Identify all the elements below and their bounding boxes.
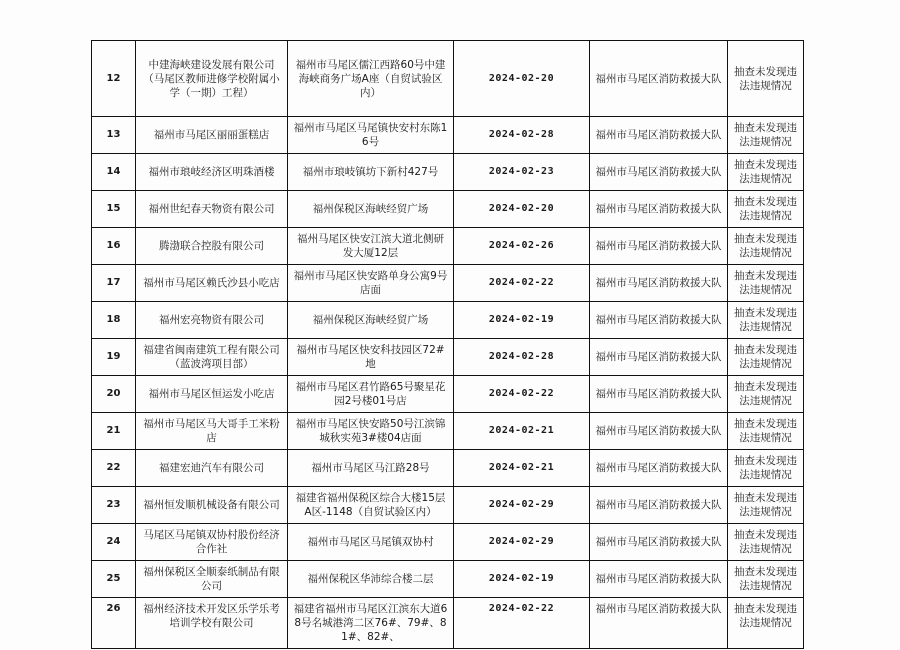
entity-name: 马尾区马尾镇双协村股份经济合作社 [136, 524, 288, 561]
entity-address: 福建省福州保税区综合大楼15层A区-1148（自贸试验区内） [288, 487, 454, 524]
inspecting-unit: 福州市马尾区消防救援大队 [590, 413, 728, 450]
inspecting-unit: 福州市马尾区消防救援大队 [590, 154, 728, 191]
inspecting-unit: 福州市马尾区消防救援大队 [590, 41, 728, 117]
row-number: 26 [92, 598, 136, 649]
entity-name: 中建海峡建设发展有限公司（马尾区教师进修学校附属小学（一期）工程） [136, 41, 288, 117]
inspection-date: 2024-02-22 [454, 598, 590, 649]
inspecting-unit: 福州市马尾区消防救援大队 [590, 302, 728, 339]
inspection-result: 抽查未发现违法违规情况 [728, 450, 804, 487]
row-number: 13 [92, 117, 136, 154]
entity-address: 福建省福州市马尾区江滨东大道68号名城港湾二区76#、79#、81#、82#、 [288, 598, 454, 649]
entity-address: 福州市马尾区快安科技园区72#地 [288, 339, 454, 376]
row-number: 22 [92, 450, 136, 487]
inspecting-unit: 福州市马尾区消防救援大队 [590, 487, 728, 524]
inspection-date: 2024-02-21 [454, 413, 590, 450]
entity-name: 福州市马尾区赖氏沙县小吃店 [136, 265, 288, 302]
entity-address: 福州保税区海峡经贸广场 [288, 191, 454, 228]
inspection-date: 2024-02-20 [454, 191, 590, 228]
row-number: 17 [92, 265, 136, 302]
entity-name: 福州市马尾区丽丽蛋糕店 [136, 117, 288, 154]
inspection-date: 2024-02-19 [454, 302, 590, 339]
table-row [92, 524, 804, 561]
inspection-date: 2024-02-22 [454, 265, 590, 302]
entity-name: 福州保税区全顺泰纸制品有限公司 [136, 561, 288, 598]
entity-name: 福州世纪春天物资有限公司 [136, 191, 288, 228]
inspection-result: 抽查未发现违法违规情况 [728, 154, 804, 191]
entity-name: 福州市马尾区马大哥手工米粉店 [136, 413, 288, 450]
inspecting-unit: 福州市马尾区消防救援大队 [590, 376, 728, 413]
row-number: 19 [92, 339, 136, 376]
entity-name: 福建宏迪汽车有限公司 [136, 450, 288, 487]
entity-address: 福州市琅岐镇坊下新村427号 [288, 154, 454, 191]
inspection-result: 抽查未发现违法违规情况 [728, 339, 804, 376]
row-number: 25 [92, 561, 136, 598]
row-number: 21 [92, 413, 136, 450]
row-number: 16 [92, 228, 136, 265]
inspection-result: 抽查未发现违法违规情况 [728, 413, 804, 450]
inspecting-unit: 福州市马尾区消防救援大队 [590, 228, 728, 265]
entity-name: 福州宏亮物资有限公司 [136, 302, 288, 339]
inspection-date: 2024-02-29 [454, 487, 590, 524]
table-row [92, 450, 804, 487]
inspecting-unit: 福州市马尾区消防救援大队 [590, 339, 728, 376]
entity-address: 福州保税区海峡经贸广场 [288, 302, 454, 339]
table-row [92, 302, 804, 339]
inspection-date: 2024-02-29 [454, 524, 590, 561]
table-row [92, 191, 804, 228]
inspection-date: 2024-02-19 [454, 561, 590, 598]
table-row [92, 41, 804, 117]
table-row [92, 376, 804, 413]
table-row [92, 117, 804, 154]
row-number: 15 [92, 191, 136, 228]
table-row [92, 561, 804, 598]
inspection-result: 抽查未发现违法违规情况 [728, 41, 804, 117]
inspection-result: 抽查未发现违法违规情况 [728, 376, 804, 413]
entity-address: 福州保税区华沛综合楼二层 [288, 561, 454, 598]
inspecting-unit: 福州市马尾区消防救援大队 [590, 117, 728, 154]
inspection-result: 抽查未发现违法违规情况 [728, 524, 804, 561]
inspection-date: 2024-02-22 [454, 376, 590, 413]
entity-address: 福州马尾区快安江滨大道北侧研发大厦12层 [288, 228, 454, 265]
table-row [92, 339, 804, 376]
inspection-result: 抽查未发现违法违规情况 [728, 265, 804, 302]
inspection-result: 抽查未发现违法违规情况 [728, 117, 804, 154]
inspecting-unit: 福州市马尾区消防救援大队 [590, 450, 728, 487]
inspection-records-table [91, 40, 804, 649]
entity-address: 福州市马尾区快安路单身公寓9号店面 [288, 265, 454, 302]
entity-name: 福州市琅岐经济区明珠酒楼 [136, 154, 288, 191]
table-row [92, 598, 804, 649]
inspection-result: 抽查未发现违法违规情况 [728, 228, 804, 265]
row-number: 14 [92, 154, 136, 191]
row-number: 24 [92, 524, 136, 561]
inspection-date: 2024-02-26 [454, 228, 590, 265]
entity-address: 福州市马尾区马尾镇快安村东陈16号 [288, 117, 454, 154]
inspection-result: 抽查未发现违法违规情况 [728, 561, 804, 598]
entity-address: 福州市马尾区快安路50号江滨锦城秋实苑3#楼04店面 [288, 413, 454, 450]
entity-address: 福州市马尾区儒江西路60号中建海峡商务广场A座（自贸试验区内） [288, 41, 454, 117]
table-row [92, 265, 804, 302]
inspection-result: 抽查未发现违法违规情况 [728, 487, 804, 524]
inspecting-unit: 福州市马尾区消防救援大队 [590, 191, 728, 228]
entity-name: 福州恒发顺机械设备有限公司 [136, 487, 288, 524]
inspection-result: 抽查未发现违法违规情况 [728, 598, 804, 649]
entity-name: 福州市马尾区恒运发小吃店 [136, 376, 288, 413]
row-number: 18 [92, 302, 136, 339]
entity-name: 福建省闽南建筑工程有限公司（蓝波湾项目部） [136, 339, 288, 376]
table-row [92, 487, 804, 524]
entity-address: 福州市马尾区君竹路65号聚星花园2号楼01号店 [288, 376, 454, 413]
inspection-result: 抽查未发现违法违规情况 [728, 191, 804, 228]
inspection-date: 2024-02-28 [454, 117, 590, 154]
table-row [92, 413, 804, 450]
inspection-result: 抽查未发现违法违规情况 [728, 302, 804, 339]
inspection-date: 2024-02-23 [454, 154, 590, 191]
table-row [92, 228, 804, 265]
row-number: 12 [92, 41, 136, 117]
inspection-date: 2024-02-21 [454, 450, 590, 487]
entity-name: 腾渤联合控股有限公司 [136, 228, 288, 265]
inspecting-unit: 福州市马尾区消防救援大队 [590, 598, 728, 649]
row-number: 23 [92, 487, 136, 524]
inspecting-unit: 福州市马尾区消防救援大队 [590, 265, 728, 302]
inspecting-unit: 福州市马尾区消防救援大队 [590, 524, 728, 561]
entity-name: 福州经济技术开发区乐学乐考培训学校有限公司 [136, 598, 288, 649]
table-row [92, 154, 804, 191]
entity-address: 福州市马尾区马尾镇双协村 [288, 524, 454, 561]
inspection-date: 2024-02-20 [454, 41, 590, 117]
inspection-date: 2024-02-28 [454, 339, 590, 376]
row-number: 20 [92, 376, 136, 413]
inspecting-unit: 福州市马尾区消防救援大队 [590, 561, 728, 598]
entity-address: 福州市马尾区马江路28号 [288, 450, 454, 487]
